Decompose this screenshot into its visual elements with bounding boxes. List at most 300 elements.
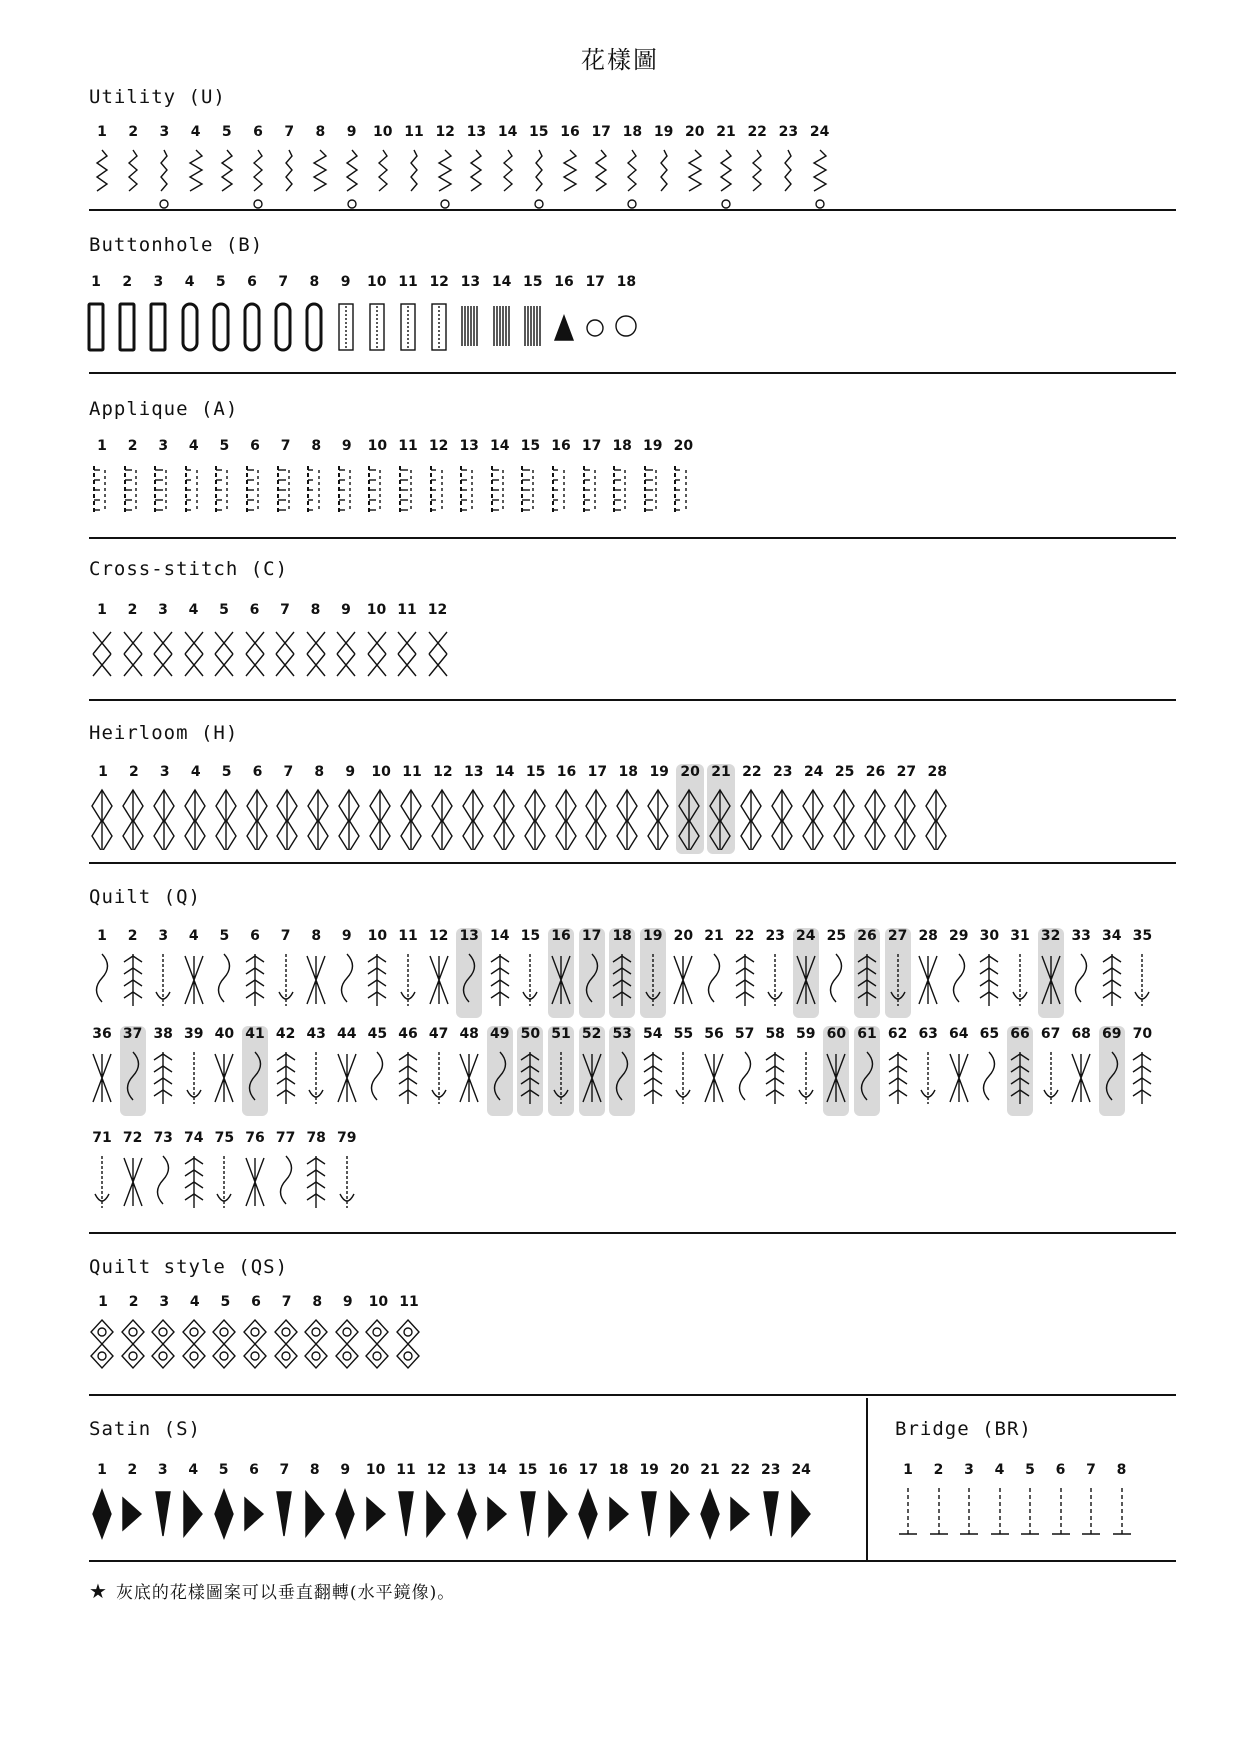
stitch-pattern [738,764,766,854]
stitch-symbol-icon [609,950,635,1014]
stitch-pattern [333,274,359,364]
stitch-pattern [640,1026,666,1116]
divider [89,1232,1176,1234]
pattern-number: 12 [433,764,453,780]
stitch-pattern [976,1026,1002,1116]
pattern-number: 2 [122,274,133,290]
pattern-number: 27 [896,764,917,780]
stitch-symbol-icon [579,1048,605,1112]
stitch-pattern [426,438,452,528]
stitch-symbol-icon [395,1048,421,1112]
stitch-pattern [120,1130,146,1220]
stitch-symbol-icon [120,786,148,850]
stitch-symbol-icon [273,950,299,1014]
pattern-number: 7 [284,124,295,140]
stitch-symbol-icon [245,146,271,210]
pattern-number: 10 [366,602,387,618]
stitch-pattern [120,764,148,854]
stitch-symbol-icon [276,146,302,210]
stitch-symbol-icon [83,296,109,360]
stitch-symbol-icon [1048,1484,1074,1548]
divider [89,1560,1176,1562]
stitch-pattern [640,438,666,528]
stitch-pattern [484,1462,510,1552]
stitch-pattern [1068,1026,1094,1116]
pattern-number: 24 [803,764,824,780]
pattern-number: 14 [490,438,510,454]
stitch-pattern [274,764,302,854]
pattern-number: 6 [247,274,257,290]
pattern-number: 30 [979,928,1000,944]
stitch-pattern [303,1026,329,1116]
stitch-symbol-icon [557,146,583,210]
stitch-symbol-icon [332,1484,358,1548]
stitch-symbol-icon [120,1316,148,1380]
stitch-symbol-icon [793,1048,819,1112]
stitch-pattern [245,124,271,214]
stitch-symbol-icon [273,460,299,524]
stitch-pattern [823,1026,849,1116]
stitch-symbol-icon [432,146,458,210]
stitch-symbol-icon [976,950,1002,1014]
stitch-symbol-icon [640,460,666,524]
stitch-symbol-icon [609,460,635,524]
stitch-symbol-icon [667,1484,693,1548]
stitch-pattern [701,1026,727,1116]
pattern-number: 55 [673,1026,694,1042]
stitch-pattern [582,274,608,364]
stitch-pattern [182,764,210,854]
pattern-number: 19 [643,438,663,454]
stitch-pattern [520,274,546,364]
stitch-symbol-icon [732,950,758,1014]
pattern-number: 6 [251,1294,261,1310]
stitch-symbol-icon [793,950,819,1014]
pattern-number: 11 [397,602,417,618]
pattern-number: 25 [826,928,847,944]
stitch-pattern [426,928,452,1018]
pattern-number: 1 [98,1294,108,1310]
pattern-number: 52 [581,1026,602,1042]
stitch-pattern [1038,1026,1064,1116]
stitch-symbol-icon [305,786,333,850]
stitch-symbol-icon [676,786,704,850]
pattern-number: 23 [773,764,793,780]
stitch-symbol-icon [636,1484,662,1548]
stitch-pattern [429,764,457,854]
pattern-number: 22 [730,1462,751,1478]
stitch-pattern [553,764,581,854]
pattern-number: 10 [367,928,388,944]
pattern-number: 1 [97,928,107,944]
stitch-symbol-icon [987,1484,1013,1548]
pattern-number: 43 [306,1026,326,1042]
pattern-number: 20 [680,764,700,780]
stitch-symbol-icon [423,1484,449,1548]
stitch-pattern [334,928,360,1018]
stitch-pattern [640,928,666,1018]
stitch-pattern [613,274,639,364]
stitch-symbol-icon [336,786,364,850]
pattern-number: 4 [190,764,201,780]
stitch-pattern [370,124,396,214]
pattern-number: 9 [341,438,352,454]
stitch-symbol-icon [120,146,146,210]
stitch-pattern [788,1462,814,1552]
stitch-pattern [211,928,237,1018]
stitch-symbol-icon [460,786,488,850]
stitch-symbol-icon [150,1316,178,1380]
stitch-symbol-icon [640,950,666,1014]
pattern-number: 17 [585,274,605,290]
pattern-number: 9 [346,124,357,140]
pattern-number: 2 [128,1294,139,1310]
stitch-pattern [823,928,849,1018]
stitch-pattern [651,124,677,214]
stitch-symbol-icon [89,786,117,850]
stitch-symbol-icon [303,1152,329,1216]
stitch-symbol-icon [775,146,801,210]
pattern-number: 2 [127,438,138,454]
pattern-number: 14 [491,274,512,290]
stitch-pattern [423,1462,449,1552]
stitch-symbol-icon [579,950,605,1014]
section-title: Applique (A) [89,398,239,420]
stitch-pattern [211,1294,239,1384]
stitch-symbol-icon [670,1048,696,1112]
stitch-pattern [334,438,360,528]
pattern-number: 4 [190,124,201,140]
stitch-symbol-icon [370,146,396,210]
stitch-symbol-icon [651,146,677,210]
stitch-pattern [463,124,489,214]
pattern-number: 58 [765,1026,785,1042]
pattern-number: 46 [398,1026,418,1042]
stitch-pattern [89,928,115,1018]
stitch-symbol-icon [302,1484,328,1548]
stitch-symbol-icon [339,146,365,210]
stitch-pattern [454,1462,480,1552]
stitch-pattern [489,274,515,364]
pattern-number: 7 [283,764,294,780]
stitch-pattern [645,764,673,854]
stitch-symbol-icon [701,950,727,1014]
pattern-number: 11 [399,1294,419,1310]
stitch-pattern [1109,1462,1135,1552]
stitch-pattern [150,1294,178,1384]
stitch-pattern [831,764,859,854]
pattern-number: 17 [581,928,602,944]
pattern-number: 8 [309,1462,320,1478]
pattern-number: 6 [250,438,260,454]
stitch-pattern [515,1462,541,1552]
stitch-pattern [456,928,482,1018]
pattern-number: 14 [497,124,518,140]
stitch-symbol-icon [457,296,483,360]
pattern-number: 8 [309,274,320,290]
stitch-symbol-icon [682,146,708,210]
stitch-symbol-icon [487,950,513,1014]
stitch-symbol-icon [619,146,645,210]
pattern-row [89,124,842,214]
stitch-symbol-icon [394,624,420,688]
stitch-symbol-icon [744,146,770,210]
divider [89,699,1176,701]
pattern-number: 57 [734,1026,755,1042]
stitch-symbol-icon [241,1484,267,1548]
stitch-pattern [800,764,828,854]
stitch-pattern [517,438,543,528]
stitch-pattern [181,928,207,1018]
section-title: Heirloom (H) [89,722,239,744]
stitch-symbol-icon [303,460,329,524]
stitch-symbol-icon [854,1048,880,1112]
stitch-symbol-icon [956,1484,982,1548]
pattern-number: 20 [685,124,705,140]
stitch-symbol-icon [1099,1048,1125,1112]
pattern-number: 8 [312,1294,323,1310]
stitch-symbol-icon [762,950,788,1014]
pattern-number: 8 [1116,1462,1127,1478]
pattern-number: 11 [398,928,418,944]
pattern-number: 7 [281,1294,292,1310]
pattern-number: 63 [918,1026,938,1042]
stitch-pattern [89,764,117,854]
pattern-number: 71 [92,1130,112,1146]
stitch-pattern [579,438,605,528]
pattern-number: 65 [979,1026,1000,1042]
pattern-number: 11 [398,274,418,290]
stitch-pattern [606,1462,632,1552]
stitch-symbol-icon [395,296,421,360]
stitch-pattern [548,928,574,1018]
stitch-symbol-icon [738,786,766,850]
stitch-symbol-icon [456,1048,482,1112]
divider [89,862,1176,864]
stitch-pattern [946,1026,972,1116]
stitch-pattern [609,1026,635,1116]
stitch-symbol-icon [120,1152,146,1216]
stitch-symbol-icon [89,950,115,1014]
stitch-symbol-icon [214,146,240,210]
pattern-number: 27 [887,928,908,944]
pattern-number: 45 [367,1026,388,1042]
pattern-number: 7 [278,274,289,290]
stitch-pattern [456,438,482,528]
pattern-number: 16 [551,928,571,944]
stitch-pattern [551,274,577,364]
pattern-number: 18 [616,274,637,290]
pattern-number: 3 [158,928,169,944]
pattern-row [89,274,649,364]
stitch-symbol-icon [946,950,972,1014]
stitch-pattern [242,928,268,1018]
stitch-symbol-icon [515,1484,541,1548]
pattern-number: 73 [153,1130,173,1146]
pattern-number: 10 [367,274,387,290]
stitch-pattern [670,1026,696,1116]
stitch-pattern [303,438,329,528]
pattern-number: 3 [159,124,170,140]
stitch-pattern [762,928,788,1018]
pattern-number: 1 [97,124,107,140]
pattern-number: 5 [219,928,230,944]
pattern-number: 33 [1071,928,1091,944]
pattern-number: 2 [127,602,138,618]
pattern-number: 21 [711,764,731,780]
stitch-symbol-icon [208,296,234,360]
stitch-symbol-icon [211,1152,237,1216]
stitch-pattern [214,124,240,214]
stitch-symbol-icon [182,786,210,850]
pattern-number: 5 [221,124,232,140]
pattern-number: 68 [1071,1026,1091,1042]
pattern-number: 20 [669,1462,690,1478]
stitch-pattern [89,1294,117,1384]
section-title: Bridge (BR) [895,1418,1032,1440]
pattern-number: 54 [643,1026,663,1042]
stitch-symbol-icon [89,1316,117,1380]
stitch-pattern [727,1462,753,1552]
stitch-pattern [713,124,739,214]
stitch-pattern [242,438,268,528]
stitch-symbol-icon [242,1316,270,1380]
stitch-pattern [150,1130,176,1220]
pattern-number: 28 [927,764,948,780]
stitch-symbol-icon [456,460,482,524]
pattern-row [89,764,958,854]
pattern-number: 4 [184,274,195,290]
stitch-pattern [401,124,427,214]
pattern-row [89,928,1164,1018]
stitch-pattern [273,1294,301,1384]
stitch-symbol-icon [150,1484,176,1548]
pattern-number: 6 [250,928,260,944]
pattern-number: 1 [97,602,107,618]
stitch-symbol-icon [1099,950,1125,1014]
pattern-number: 76 [245,1130,265,1146]
stitch-pattern [89,124,115,214]
pattern-number: 37 [122,1026,143,1042]
stitch-pattern [1129,928,1155,1018]
stitch-pattern [892,764,920,854]
pattern-number: 3 [153,274,164,290]
stitch-pattern [697,1462,723,1552]
pattern-number: 17 [591,124,611,140]
stitch-symbol-icon [517,460,543,524]
stitch-symbol-icon [613,296,639,360]
stitch-symbol-icon [517,1048,543,1112]
stitch-symbol-icon [180,1484,206,1548]
stitch-symbol-icon [242,460,268,524]
pattern-number: 2 [933,1462,944,1478]
stitch-symbol-icon [456,950,482,1014]
pattern-number: 2 [127,1462,138,1478]
stitch-symbol-icon [181,1152,207,1216]
stitch-pattern [1017,1462,1043,1552]
stitch-symbol-icon [150,624,176,688]
pattern-number: 39 [184,1026,204,1042]
pattern-row [89,438,705,528]
star-icon: ★ [89,1579,108,1603]
stitch-pattern [119,1462,145,1552]
pattern-number: 6 [253,124,263,140]
stitch-symbol-icon [333,624,359,688]
pattern-number: 20 [673,438,694,454]
page-title: 花樣圖 [581,46,659,74]
stitch-pattern [769,764,797,854]
stitch-symbol-icon [151,146,177,210]
pattern-number: 12 [426,1462,447,1478]
stitch-pattern [636,1462,662,1552]
section-title: Buttonhole (B) [89,234,264,256]
stitch-symbol-icon [553,786,581,850]
pattern-number: 70 [1132,1026,1153,1042]
stitch-pattern [807,124,833,214]
stitch-pattern [701,928,727,1018]
stitch-pattern [915,928,941,1018]
section-title: Cross-stitch (C) [89,558,289,580]
stitch-pattern [89,1026,115,1116]
stitch-pattern [854,1026,880,1116]
pattern-number: 78 [306,1130,326,1146]
stitch-pattern [181,1130,207,1220]
stitch-pattern [1048,1462,1074,1552]
pattern-number: 20 [673,928,694,944]
stitch-symbol-icon [1068,950,1094,1014]
pattern-number: 66 [1010,1026,1030,1042]
pattern-number: 69 [1102,1026,1122,1042]
stitch-symbol-icon [213,786,241,850]
stitch-symbol-icon [548,950,574,1014]
stitch-symbol-icon [119,1484,145,1548]
stitch-pattern [667,1462,693,1552]
pattern-number: 75 [214,1130,235,1146]
pattern-number: 9 [341,602,351,618]
stitch-symbol-icon [1038,1048,1064,1112]
stitch-symbol-icon [487,460,513,524]
pattern-number: 5 [219,438,230,454]
stitch-pattern [273,928,299,1018]
stitch-symbol-icon [885,1048,911,1112]
pattern-number: 16 [554,274,574,290]
pattern-number: 15 [520,928,541,944]
pattern-number: 5 [218,1462,229,1478]
stitch-pattern [114,274,140,364]
stitch-pattern [89,1130,115,1220]
stitch-symbol-icon [239,296,265,360]
stitch-symbol-icon [426,1048,452,1112]
stitch-pattern [242,1294,270,1384]
pattern-number: 4 [188,1462,199,1478]
stitch-pattern [487,928,513,1018]
stitch-symbol-icon [242,1048,268,1112]
pattern-number: 1 [97,1462,107,1478]
stitch-pattern [273,438,299,528]
pattern-number: 24 [791,1462,811,1478]
stitch-symbol-icon [398,786,426,850]
stitch-pattern [707,764,735,854]
pattern-number: 11 [398,438,418,454]
stitch-symbol-icon [150,1048,176,1112]
stitch-pattern [426,1026,452,1116]
stitch-symbol-icon [211,460,237,524]
stitch-symbol-icon [575,1484,601,1548]
stitch-pattern [495,124,521,214]
stitch-pattern [619,124,645,214]
stitch-symbol-icon [303,624,329,688]
pattern-number: 19 [649,764,669,780]
